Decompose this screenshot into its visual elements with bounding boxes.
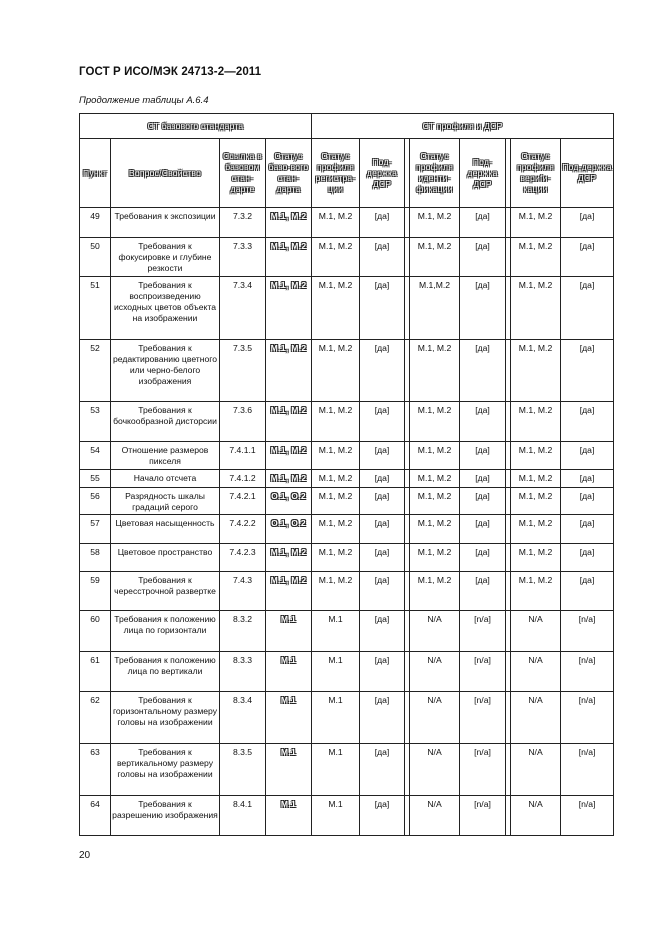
identification-status-cell: М.1, М.2 xyxy=(410,208,460,238)
registration-support-cell: [да] xyxy=(360,572,405,611)
identification-support-cell: [n/a] xyxy=(460,611,506,652)
reference-cell: 7.4.2.1 xyxy=(220,488,266,515)
feature-cell: Требования к чересстрочной развертке xyxy=(111,572,220,611)
base-status-cell xyxy=(266,611,312,652)
verification-support-cell: [да] xyxy=(561,544,614,572)
item-cell: 53 xyxy=(80,402,111,442)
verification-support-cell: [да] xyxy=(561,238,614,277)
item-cell: 63 xyxy=(80,744,111,796)
identification-support-cell: [n/a] xyxy=(460,692,506,744)
identification-support-cell: [n/a] xyxy=(460,796,506,836)
specification-table xyxy=(79,113,614,836)
page-number: 20 xyxy=(79,850,91,861)
registration-support-cell: [да] xyxy=(360,277,405,340)
verification-status-cell: М.1, М.2 xyxy=(511,340,561,402)
profile-group-header: СТ профиля и ДСР xyxy=(312,114,614,139)
reference-cell: 7.4.2.2 xyxy=(220,515,266,544)
feature-cell: Требования к воспроизведению исходных цветов объекта на изображении xyxy=(111,277,220,340)
feature-cell: Отношение размеров пикселя xyxy=(111,442,220,470)
verification-support-cell: [да] xyxy=(561,515,614,544)
base-status-value: М.1, М.2 xyxy=(270,211,307,221)
table-row xyxy=(80,402,614,442)
identification-status-cell: М.1, М.2 xyxy=(410,402,460,442)
identification-status-cell: М.1, М.2 xyxy=(410,470,460,488)
verification-status-cell: М.1, М.2 xyxy=(511,402,561,442)
table-row xyxy=(80,277,614,340)
feature-cell: Разрядность шкалы градаций серого xyxy=(111,488,220,515)
registration-status-cell: М.1 xyxy=(312,796,360,836)
feature-cell: Требования к экспозиции xyxy=(111,208,220,238)
feature-cell: Требования к фокусировке и глубине резкости xyxy=(111,238,220,277)
item-column-header: Пункт xyxy=(80,139,111,208)
reference-cell: 7.3.6 xyxy=(220,402,266,442)
identification-status-cell: М.1, М.2 xyxy=(410,515,460,544)
reference-cell: 8.4.1 xyxy=(220,796,266,836)
base-status-value: М.1, М.2 xyxy=(270,241,307,251)
verification-status-cell: N/A xyxy=(511,744,561,796)
item-cell: 58 xyxy=(80,544,111,572)
identification-support-cell: [n/a] xyxy=(460,652,506,692)
identification-status-cell: N/A xyxy=(410,796,460,836)
table-row xyxy=(80,442,614,470)
registration-status-cell: М.1, М.2 xyxy=(312,572,360,611)
item-cell: 57 xyxy=(80,515,111,544)
reference-cell: 8.3.5 xyxy=(220,744,266,796)
item-cell: 59 xyxy=(80,572,111,611)
feature-cell: Требования к бочкообразной дисторсии xyxy=(111,402,220,442)
identification-status-cell: М.1, М.2 xyxy=(410,544,460,572)
registration-support-cell: [да] xyxy=(360,208,405,238)
base-status-value: О.1, О.2 xyxy=(271,518,306,528)
feature-cell: Требования к вертикальному размеру головы на изображении xyxy=(111,744,220,796)
registration-status-cell: М.1, М.2 xyxy=(312,470,360,488)
verification-support-cell: [n/a] xyxy=(561,611,614,652)
reference-cell: 7.3.4 xyxy=(220,277,266,340)
identification-support-cell: [да] xyxy=(460,470,506,488)
registration-support-cell: [да] xyxy=(360,442,405,470)
reference-cell: 7.4.1.1 xyxy=(220,442,266,470)
verification-status-cell: М.1, М.2 xyxy=(511,544,561,572)
item-cell: 55 xyxy=(80,470,111,488)
registration-support-cell: [да] xyxy=(360,515,405,544)
base-status-cell xyxy=(266,572,312,611)
base-status-value: М.1, М.2 xyxy=(270,343,307,353)
verification-support-cell: [да] xyxy=(561,277,614,340)
base-status-value: М.1 xyxy=(280,655,297,665)
reference-cell: 7.3.3 xyxy=(220,238,266,277)
identification-status-cell: М.1,М.2 xyxy=(410,277,460,340)
feature-cell: Начало отсчета xyxy=(111,470,220,488)
identification-status-cell: N/A xyxy=(410,744,460,796)
registration-status-cell: М.1, М.2 xyxy=(312,488,360,515)
identification-status-cell: М.1, М.2 xyxy=(410,572,460,611)
verification-status-cell: М.1, М.2 xyxy=(511,442,561,470)
item-cell: 62 xyxy=(80,692,111,744)
registration-support-cell: [да] xyxy=(360,238,405,277)
base-status-cell xyxy=(266,796,312,836)
registration-status-cell: М.1, М.2 xyxy=(312,238,360,277)
table-row xyxy=(80,515,614,544)
table-caption: Продолжение таблицы А.6.4 xyxy=(79,95,209,106)
reference-cell: 7.4.3 xyxy=(220,572,266,611)
identification-status-cell: М.1, М.2 xyxy=(410,238,460,277)
table-row xyxy=(80,208,614,238)
base-status-value: М.1, М.2 xyxy=(270,445,307,455)
verification-status-cell: М.1, М.2 xyxy=(511,238,561,277)
feature-cell: Требования к разрешению изображения xyxy=(111,796,220,836)
base-status-value: М.1 xyxy=(280,799,297,809)
verification-status-cell: М.1, М.2 xyxy=(511,208,561,238)
registration-support-cell: [да] xyxy=(360,652,405,692)
item-cell: 54 xyxy=(80,442,111,470)
table-row xyxy=(80,340,614,402)
identification-status-column-header: Статус профиля иденти-фикации xyxy=(410,139,460,208)
base-status-value: М.1, М.2 xyxy=(270,575,307,585)
base-status-cell xyxy=(266,442,312,470)
identification-support-column-header: Под-держка ДСР xyxy=(460,139,506,208)
registration-support-cell: [да] xyxy=(360,402,405,442)
registration-status-cell: М.1, М.2 xyxy=(312,277,360,340)
table-row xyxy=(80,796,614,836)
registration-status-cell: М.1 xyxy=(312,652,360,692)
base-status-cell xyxy=(266,692,312,744)
verification-status-cell: М.1, М.2 xyxy=(511,470,561,488)
item-cell: 60 xyxy=(80,611,111,652)
identification-support-cell: [да] xyxy=(460,238,506,277)
base-status-column-header: Статус базо-вого стан-дарта xyxy=(266,139,312,208)
reference-cell: 8.3.2 xyxy=(220,611,266,652)
base-status-value: М.1, М.2 xyxy=(270,473,307,483)
item-cell: 56 xyxy=(80,488,111,515)
registration-status-cell: М.1, М.2 xyxy=(312,544,360,572)
verification-support-cell: [да] xyxy=(561,488,614,515)
reference-cell: 7.3.2 xyxy=(220,208,266,238)
table-row xyxy=(80,652,614,692)
identification-support-cell: [да] xyxy=(460,277,506,340)
table-row xyxy=(80,544,614,572)
item-cell: 64 xyxy=(80,796,111,836)
registration-support-cell: [да] xyxy=(360,744,405,796)
table-row xyxy=(80,572,614,611)
base-status-cell xyxy=(266,470,312,488)
feature-cell: Цветовое пространство xyxy=(111,544,220,572)
registration-status-cell: М.1, М.2 xyxy=(312,402,360,442)
table-body xyxy=(80,208,614,836)
verification-support-cell: [да] xyxy=(561,208,614,238)
identification-support-cell: [да] xyxy=(460,515,506,544)
verification-support-cell: [n/a] xyxy=(561,692,614,744)
registration-support-cell: [да] xyxy=(360,611,405,652)
item-cell: 52 xyxy=(80,340,111,402)
registration-support-cell: [да] xyxy=(360,692,405,744)
identification-status-cell: N/A xyxy=(410,692,460,744)
verification-status-cell: М.1, М.2 xyxy=(511,515,561,544)
registration-status-cell: М.1, М.2 xyxy=(312,208,360,238)
item-cell: 50 xyxy=(80,238,111,277)
base-status-cell xyxy=(266,488,312,515)
verification-support-cell: [да] xyxy=(561,340,614,402)
base-status-cell xyxy=(266,277,312,340)
verification-support-cell: [да] xyxy=(561,442,614,470)
verification-status-cell: М.1, М.2 xyxy=(511,277,561,340)
feature-cell: Требования к положению лица по вертикали xyxy=(111,652,220,692)
base-status-cell xyxy=(266,744,312,796)
registration-support-cell: [да] xyxy=(360,470,405,488)
reference-cell: 7.4.2.3 xyxy=(220,544,266,572)
table-row xyxy=(80,488,614,515)
registration-support-cell: [да] xyxy=(360,340,405,402)
table-row xyxy=(80,238,614,277)
registration-support-column-header: Под-держка ДСР xyxy=(360,139,405,208)
identification-support-cell: [да] xyxy=(460,208,506,238)
verification-status-cell: N/A xyxy=(511,796,561,836)
base-status-value: М.1, М.2 xyxy=(270,547,307,557)
registration-status-cell: М.1, М.2 xyxy=(312,340,360,402)
verification-status-cell: N/A xyxy=(511,611,561,652)
base-status-cell xyxy=(266,340,312,402)
verification-status-cell: N/A xyxy=(511,692,561,744)
reference-cell: 7.4.1.2 xyxy=(220,470,266,488)
registration-status-column-header: Статус профиля регистра-ции xyxy=(312,139,360,208)
item-cell: 51 xyxy=(80,277,111,340)
base-status-value: М.1 xyxy=(280,614,297,624)
base-status-cell xyxy=(266,402,312,442)
verification-support-column-header: Под-держка ДСР xyxy=(561,139,614,208)
registration-status-cell: М.1 xyxy=(312,692,360,744)
base-status-value: М.1 xyxy=(280,747,297,757)
feature-cell: Требования к положению лица по горизонтали xyxy=(111,611,220,652)
identification-status-cell: N/A xyxy=(410,652,460,692)
identification-support-cell: [да] xyxy=(460,572,506,611)
base-status-value: М.1, М.2 xyxy=(270,280,307,290)
registration-support-cell: [да] xyxy=(360,488,405,515)
verification-support-cell: [да] xyxy=(561,572,614,611)
feature-column-header: Вопрос/Свойство xyxy=(111,139,220,208)
verification-status-column-header: Статус профиля вериfи-кации xyxy=(511,139,561,208)
reference-cell: 7.3.5 xyxy=(220,340,266,402)
registration-status-cell: М.1 xyxy=(312,611,360,652)
identification-support-cell: [да] xyxy=(460,488,506,515)
identification-status-cell: М.1, М.2 xyxy=(410,488,460,515)
identification-support-cell: [n/a] xyxy=(460,744,506,796)
identification-support-cell: [да] xyxy=(460,544,506,572)
verification-status-cell: М.1, М.2 xyxy=(511,572,561,611)
registration-status-cell: М.1, М.2 xyxy=(312,515,360,544)
base-status-cell xyxy=(266,652,312,692)
reference-cell: 8.3.4 xyxy=(220,692,266,744)
item-cell: 49 xyxy=(80,208,111,238)
verification-support-cell: [да] xyxy=(561,470,614,488)
table-row xyxy=(80,470,614,488)
registration-support-cell: [да] xyxy=(360,796,405,836)
base-status-value: М.1 xyxy=(280,695,297,705)
feature-cell: Требования к редактированию цветного или черно-белого изображения xyxy=(111,340,220,402)
identification-support-cell: [да] xyxy=(460,402,506,442)
verification-support-cell: [n/a] xyxy=(561,744,614,796)
feature-cell: Цветовая насыщенность xyxy=(111,515,220,544)
base-status-cell xyxy=(266,208,312,238)
table-row xyxy=(80,692,614,744)
verification-support-cell: [n/a] xyxy=(561,652,614,692)
base-status-value: О.1, О.2 xyxy=(271,491,306,501)
base-status-value: М.1, М.2 xyxy=(270,405,307,415)
reference-column-header: Ссылка в базовом стан-дарте xyxy=(220,139,266,208)
base-standard-group-header: СТ базового стандарта xyxy=(80,114,312,139)
feature-cell: Требования к горизонтальному размеру головы на изображении xyxy=(111,692,220,744)
identification-support-cell: [да] xyxy=(460,442,506,470)
document-title: ГОСТ Р ИСО/МЭК 24713-2—2011 xyxy=(79,66,262,78)
table-row xyxy=(80,744,614,796)
table-row xyxy=(80,611,614,652)
verification-support-cell: [n/a] xyxy=(561,796,614,836)
identification-status-cell: М.1, М.2 xyxy=(410,442,460,470)
item-cell: 61 xyxy=(80,652,111,692)
reference-cell: 8.3.3 xyxy=(220,652,266,692)
identification-status-cell: N/A xyxy=(410,611,460,652)
registration-status-cell: М.1 xyxy=(312,744,360,796)
identification-status-cell: М.1, М.2 xyxy=(410,340,460,402)
verification-status-cell: М.1, М.2 xyxy=(511,488,561,515)
registration-status-cell: М.1, М.2 xyxy=(312,442,360,470)
base-status-cell xyxy=(266,544,312,572)
base-status-cell xyxy=(266,515,312,544)
registration-support-cell: [да] xyxy=(360,544,405,572)
verification-status-cell: N/A xyxy=(511,652,561,692)
base-status-cell xyxy=(266,238,312,277)
verification-support-cell: [да] xyxy=(561,402,614,442)
identification-support-cell: [да] xyxy=(460,340,506,402)
